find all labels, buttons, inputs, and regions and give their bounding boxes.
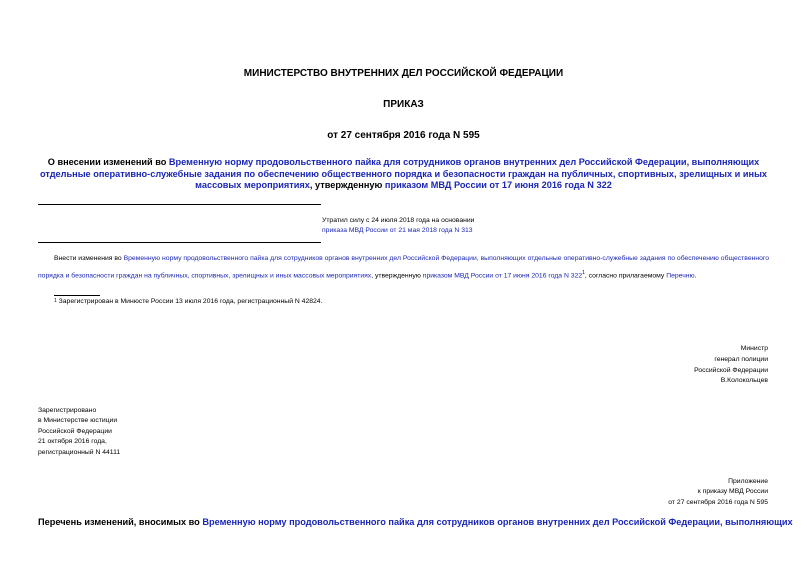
title-middle: , утвержденную xyxy=(309,180,385,190)
body-prefix: Внести изменения во xyxy=(54,255,124,262)
order-title xyxy=(38,157,769,192)
body-suffix: , согласно прилагаемому xyxy=(584,272,667,280)
body-order-link[interactable]: приказом МВД России от 17 июня 2016 года N 322 xyxy=(422,272,583,280)
divider-bottom xyxy=(38,242,321,243)
registration-line-3: Российской Федерации xyxy=(38,427,112,435)
footnote-ref[interactable]: 1 xyxy=(582,270,585,277)
body-norm-link[interactable]: Временную норму продовольственного пайка для сотрудников органов внутренних дел Российской Федерации, выполняющих отдельные оперативно-служебные задания по обеспечению общественного порядка и безопасности граждан на публичных, спортивных, зрелищных и иных массовых мероприятиях xyxy=(38,255,769,280)
body-end: . xyxy=(694,272,697,280)
ministry-heading: МИНИСТЕРСТВО ВНУТРЕННИХ ДЕЛ РОССИЙСКОЙ ФЕДЕРАЦИИ xyxy=(243,68,564,79)
footnote-text: Зарегистрирован в Минюсте России 13 июля 2016 года, регистрационный N 42824. xyxy=(56,298,323,305)
appendix-line-1: Приложение xyxy=(728,478,768,485)
body-list-link[interactable]: Перечню xyxy=(666,272,695,280)
appendix-line-3: от 27 сентября 2016 года N 595 xyxy=(668,498,768,506)
expired-order-link[interactable]: приказа МВД России от 21 мая 2018 года N 313 xyxy=(322,227,473,234)
signature-line-2: генерал полиции xyxy=(714,355,768,363)
title-order-link[interactable]: приказом МВД России от 17 июня 2016 года N 322 xyxy=(384,180,612,190)
footnote-separator xyxy=(54,295,100,296)
list-title-norm-link[interactable]: Временную норму продовольственного пайка для сотрудников органов внутренних дел Российской Федерации, выполняющих xyxy=(202,517,793,527)
body-paragraph xyxy=(38,252,769,284)
order-label: ПРИКАЗ xyxy=(383,99,424,110)
body-middle: , утвержденную xyxy=(371,272,423,280)
signature-block xyxy=(694,344,768,387)
signature-line-4: В.Колокольцев xyxy=(720,377,768,385)
title-prefix: О внесении изменений во xyxy=(47,157,169,167)
registration-line-2: в Министерстве юстиции xyxy=(38,417,118,425)
order-date: от 27 сентября 2016 года N 595 xyxy=(327,130,480,141)
registration-block xyxy=(38,406,120,458)
signature-line-1: Министр xyxy=(740,345,768,352)
list-title xyxy=(38,517,793,527)
expired-note xyxy=(322,216,474,236)
title-norm-link[interactable]: Временную норму продовольственного пайка для сотрудников органов внутренних дел Российской Федерации, выполняющих отдельные оперативно-служебные задания по обеспечению общественного порядка и безопасности граждан на публичных, спортивных, зрелищных и иных массовых мероприятиях xyxy=(39,157,768,190)
registration-line-1: Зарегистрировано xyxy=(38,407,97,414)
appendix-line-2: к приказу МВД России xyxy=(697,488,768,496)
registration-line-5: регистрационный N 44111 xyxy=(38,448,121,456)
divider-top xyxy=(38,204,321,205)
expired-text: Утратил силу с 24 июля 2018 года на основании xyxy=(322,217,475,224)
registration-line-4: 21 октября 2016 года, xyxy=(38,438,107,446)
footnote-mark: 1 xyxy=(54,298,57,304)
footnote xyxy=(54,298,322,305)
signature-line-3: Российской Федерации xyxy=(694,366,768,374)
list-title-prefix: Перечень изменений, вносимых во xyxy=(38,517,203,527)
appendix-block xyxy=(668,477,768,508)
